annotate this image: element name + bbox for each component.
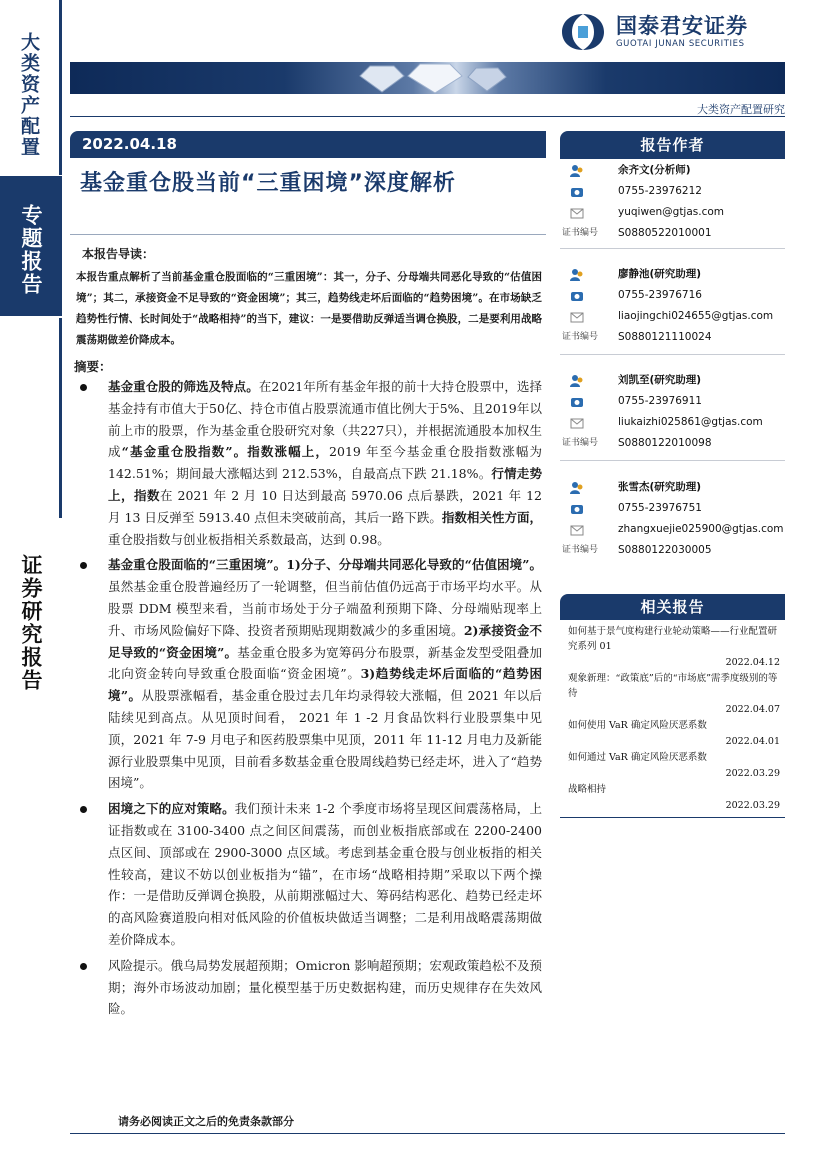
author-email-row [560, 202, 785, 223]
author-name-row [560, 370, 785, 391]
author-card [560, 264, 785, 348]
author-phone-row [560, 498, 785, 519]
summary-bullet [76, 554, 542, 794]
band-report-type-label: 专题报告 [19, 204, 43, 296]
band-spacer [0, 318, 62, 518]
email-icon [570, 310, 584, 324]
authors-heading: 报告作者 [560, 131, 785, 159]
related-date: 2022.03.29 [725, 800, 780, 811]
bullet-text: 在 2021 年 2 月 10 日达到最高 5970.06 点后暴跌，2021 年 12 月 13 日反弹至 5913.40 点但未突破前高，其后一路下跌。 [108, 487, 542, 525]
author-phone: 0755-23976212 [618, 185, 702, 197]
author-name: 刘凯至(研究助理) [618, 374, 702, 386]
left-band [0, 0, 62, 1170]
author-cert: S0880122030005 [618, 544, 712, 556]
bullet-text: 虽然基金重仓股普遍经历了一轮调整，但当前估值仍远高于市场平均水平。从股票 DDM 模型来看，当前市场处于分子端盈利预期下降、分母端贴现率上升、市场风险偏好下降、投资者预期贴现期数减少的多重困境。 [108, 579, 542, 638]
report-date: 2022.04.18 [82, 135, 177, 153]
report-title: 基金重仓股当前“三重困境”深度解析 [80, 171, 456, 196]
phone-icon [570, 395, 584, 409]
bullet-dot-icon [80, 384, 87, 391]
author-phone: 0755-23976716 [618, 289, 702, 301]
bullet-bold: 行情走势上，指数 [108, 466, 542, 503]
bullet-text: 基金重仓股多为宽筹码分布股票，新基金发型受阻叠加北向资金转向导致重仓股面临“资金困境”。 [108, 644, 542, 682]
band-report-kind [0, 518, 62, 1170]
band-report-kind-label: 证券研究报告 [19, 554, 43, 692]
author-cert-row [560, 540, 785, 561]
bullet-text: 我们预计未来 1-2 个季度市场将呈现区间震荡格局，上证指数或在 3100-3400 点之间区间震荡，而创业板指底部或在 2200-2400 点区间、顶部或在 2900-3000 点区域。考虑到基金重仓股与创业板指的相关性较高，建议不妨以创业板指为“锚”，在市场“战略相持期”采取以下两个操作：一是借助反弹调仓换股，从前期涨幅过大、筹码结构恶化、趋势已经走坏的高风险赛道股向相对低风险的价值板块做适当调整；二是利用战略震荡期做差价降成本。 [108, 801, 542, 947]
author-name: 张雪杰(研究助理) [618, 481, 702, 493]
author-phone-row [560, 181, 785, 202]
cert-label: 证书编号 [562, 228, 599, 238]
author-separator [560, 354, 785, 355]
related-item[interactable] [562, 750, 784, 781]
bullet-text: 重仓股指数与创业板指相关系数最高，达到 0.98。 [108, 531, 390, 547]
bullet-bold: 3)趋势线走坏后面临的“趋势困境”。 [108, 666, 542, 704]
logo-mark-icon [560, 12, 606, 52]
email-icon [570, 416, 584, 430]
email-icon [570, 206, 584, 220]
footer-rule [70, 1133, 785, 1134]
bullet-dot-icon [80, 963, 87, 970]
summary-bullet [76, 376, 542, 550]
author-name-row [560, 477, 785, 498]
related-date: 2022.04.07 [725, 704, 780, 715]
author-card [560, 477, 785, 561]
related-title[interactable]: 观象新理：“政策底”后的“市场底”需季度级别的等待 [568, 673, 778, 699]
author-name: 廖静池(研究助理) [618, 268, 702, 280]
bullet-text: 在2021年所有基金年报的前十大持仓股票中，选择基金持有市值大于50亿、持仓市值占股票流通市值比例大于5%、且2019年以前上市的股票，作为基金重仓股研究对象（共227只），并根据流通股本加权生成 [108, 379, 542, 460]
author-name: 余齐文(分析师) [618, 164, 691, 176]
summary-heading: 摘要： [74, 359, 112, 374]
logo-chinese: 国泰君安证券 [616, 14, 748, 38]
guide-heading: 本报告导读： [82, 247, 155, 261]
related-heading: 相关报告 [560, 594, 785, 620]
author-email[interactable]: liukaizhi025861@gtjas.com [618, 416, 763, 428]
related-list [562, 624, 784, 814]
title-rule [70, 234, 546, 235]
email-icon [570, 523, 584, 537]
phone-icon [570, 502, 584, 516]
author-cert: S0880122010098 [618, 437, 712, 449]
cert-label: 证书编号 [562, 438, 599, 448]
author-cert: S0880522010001 [618, 227, 712, 239]
band-category [0, 0, 62, 175]
bullet-text: 从股票涨幅看，基金重仓股过去几年均录得较大涨幅，但 2021 年以后陆续见到高点。从见顶时间看， 2021 年 1 -2 月食品饮料行业股票集中见顶，2021 年 7-9 月电子和医药股票集中见顶，2011 年 11-12 月电力及新能源行业股票集中见顶，目前看多数基金重仓股周线趋势已经走坏，进入了“趋势困境”。 [108, 688, 542, 791]
header-banner [70, 62, 785, 94]
author-email-row [560, 412, 785, 433]
author-separator [560, 248, 785, 249]
guide-body: 本报告重点解析了当前基金重仓股面临的“三重困境”：其一，分子、分母端共同恶化导致的“估值困境”；其二，承接资金不足导致的“资金困境”；其三，趋势线走坏后面临的“趋势困境”。在市场缺乏趋势性行情、长时间处于“战略相持”的当下，建议：一是要借助反弹适当调仓换股，二是要利用战略震荡期做差价降成本。 [76, 271, 542, 346]
category-label: 大类资产配置研究 [697, 103, 785, 116]
person-icon [570, 374, 584, 388]
related-item[interactable] [562, 718, 784, 749]
related-item[interactable] [562, 782, 784, 813]
cert-label: 证书编号 [562, 332, 599, 342]
logo-english: GUOTAI JUNAN SECURITIES [616, 39, 745, 49]
related-title[interactable]: 战略相持 [568, 784, 607, 795]
bullet-dot-icon [80, 806, 87, 813]
author-cert-row [560, 223, 785, 244]
author-card [560, 160, 785, 244]
summary-bullet [76, 798, 542, 951]
author-separator [560, 460, 785, 461]
summary-bullet [76, 955, 542, 1020]
bullet-text: 风险提示。俄乌局势发展超预期；Omicron 影响超预期；宏观政策趋松不及预期；海外市场波动加剧；量化模型基于历史数据构建，而历史规律存在失效风险。 [108, 957, 542, 1017]
person-icon [570, 481, 584, 495]
person-icon [570, 268, 584, 282]
phone-icon [570, 289, 584, 303]
related-title[interactable]: 如何通过 VaR 确定风险厌恶系数 [568, 752, 707, 763]
author-name-row [560, 264, 785, 285]
logo-text [616, 15, 748, 49]
band-report-type [0, 176, 62, 316]
author-email-row [560, 306, 785, 327]
bullet-bold: 基金重仓股的筛选及特点。 [108, 379, 259, 394]
bullet-bold: “基金重仓股指数”。指数涨幅上， [121, 444, 330, 460]
band-category-label: 大类资产配置 [18, 32, 40, 158]
header-rule [70, 116, 785, 117]
author-phone: 0755-23976911 [618, 395, 702, 407]
bullet-bold: 基金重仓股面临的“三重困境”。1)分子、分母端共同恶化导致的“估值困境”。 [108, 557, 542, 573]
related-title[interactable]: 如何使用 VaR 确定风险厌恶系数 [568, 720, 707, 731]
author-email[interactable]: liaojingchi024655@gtjas.com [618, 310, 774, 322]
summary-bullets [76, 376, 542, 1024]
related-date: 2022.04.12 [725, 657, 780, 668]
related-date: 2022.04.01 [725, 736, 780, 747]
bullet-bold: 指数相关性方面， [441, 509, 542, 525]
related-title[interactable]: 如何基于景气度构建行业轮动策略——行业配置研究系列 01 [568, 626, 778, 652]
related-item[interactable] [562, 624, 784, 670]
bullet-bold: 2)承接资金不足导致的“资金困境”。 [108, 622, 542, 660]
cert-label: 证书编号 [562, 545, 599, 555]
company-logo [560, 12, 748, 52]
related-item[interactable] [562, 671, 784, 717]
footer-disclaimer: 请务必阅读正文之后的免责条款部分 [118, 1115, 294, 1128]
author-name-row [560, 160, 785, 181]
bullet-bold: 困境之下的应对策略。 [108, 801, 235, 817]
author-cert-row [560, 327, 785, 348]
date-bar [70, 131, 546, 158]
author-phone-row [560, 285, 785, 306]
author-email[interactable]: yuqiwen@gtjas.com [618, 206, 725, 218]
related-rule [560, 817, 785, 818]
author-cert-row [560, 433, 785, 454]
person-icon [570, 164, 584, 178]
author-cert: S0880121110024 [618, 331, 712, 343]
phone-icon [570, 185, 584, 199]
author-phone-row [560, 391, 785, 412]
author-email[interactable]: zhangxuejie025900@gtjas.com [618, 523, 784, 535]
bullet-text: 2019 年至今基金重仓股指数涨幅为 142.51%；期间最大涨幅达到 212.53%，自最高点下跌 21.18%。 [108, 444, 542, 482]
bullet-dot-icon [80, 562, 87, 569]
author-card [560, 370, 785, 454]
diamond-icon [350, 62, 530, 94]
related-date: 2022.03.29 [725, 768, 780, 779]
author-email-row [560, 519, 785, 540]
author-phone: 0755-23976751 [618, 502, 702, 514]
